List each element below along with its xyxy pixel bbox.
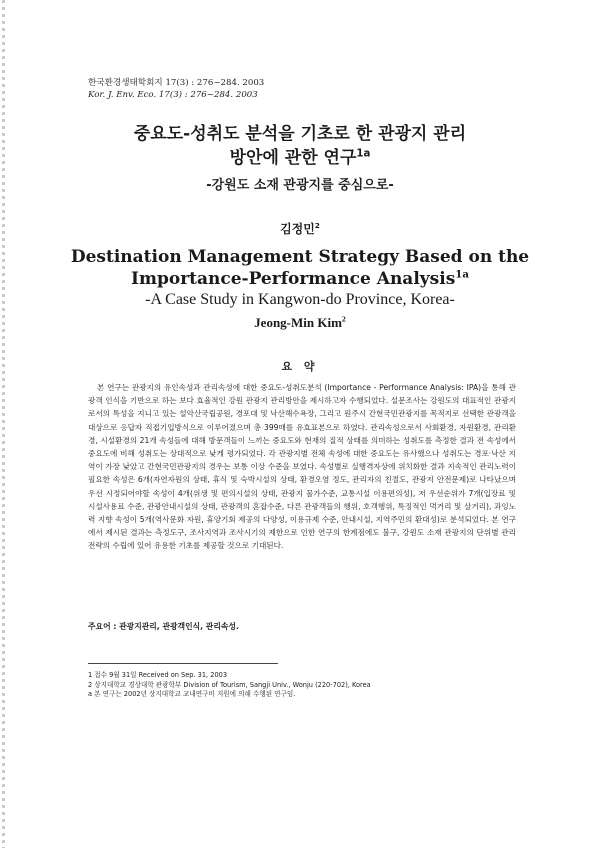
footnote-funding: a 본 연구는 2002년 상지대학교 교내연구비 지원에 의해 수행된 연구임. [88, 690, 296, 699]
footnote-divider [88, 663, 278, 664]
abstract-heading: 요 약 [281, 360, 319, 373]
keywords: 주요어 : 관광지관리, 관광객인식, 관리속성. [88, 622, 239, 631]
journal-citation-english: Kor. J. Env. Eco. 17(3) : 276~284. 2003 [88, 90, 258, 100]
english-title-line2 [0, 268, 600, 290]
korean-title-line2 [0, 146, 600, 170]
korean-author-name: 김정민 [280, 222, 315, 236]
korean-author-footnote-mark: 2 [314, 221, 320, 230]
korean-title [0, 122, 600, 170]
journal-citation-korean: 한국환경생태학회지 17(3) : 276~284. 2003 [88, 78, 265, 88]
korean-title-line2-text: 방안에 관한 연구 [229, 148, 357, 168]
korean-title-footnote-mark: 1a [356, 148, 371, 160]
english-author-footnote-mark: 2 [341, 314, 346, 324]
english-author [0, 315, 600, 331]
english-subtitle: -A Case Study in Kangwon-do Province, Korea- [145, 291, 455, 308]
footnote-received: 1 접수 9월 31일 Received on Sep. 31, 2003 [88, 671, 228, 679]
footnotes [88, 671, 518, 700]
english-title-line1: Destination Management Strategy Based on the [70, 247, 530, 267]
abstract-body: 본 연구는 관광지의 유인속성과 관리속성에 대한 중요도-성취도분석 (Importance - Performance Analysis: IPA)을 통해 관광객 인식을 기반으로 하는 보다 효율적인 강원 관광지 관리방안을 제시하고자 수행되었다. 설문조사는 강원도의 대표적인 관광지로서의 특성을 지니고 있는 설악산국립공원, 경포대 및 낙산해수욕장, 그리고 원주시 간현국민관광지를 목적지로 선택한 관광객을 대상으로 응답자 직접기입방식으로 이루어졌으며 총 399매를 유효표본으로 하였다. 관리속성으로서 사회환경, 자원환경, 관리환경, 시설환경의 21개 속성들에 대해 방문객들이 느끼는 중요도와 현재의 질적 상태를 의미하는 성취도를 측정한 결과 전 속성에서 중요도에 비해 성취도는 상대적으로 낮게 평가되었다. 각 관광지별 전체 속성에 대한 중요도는 유사했으나 성취도는 경포·낙산 지역이 가장 낮았고 간현국민관광지의 경우는 보통 이상 수준을 보였다. 속성별로 실행격자상에 위치화한 결과 지속적인 관리노력이 필요한 속성은 6개(자연자원의 상태, 휴식 및 숙박시설의 상태, 환경오염 정도, 관리자의 친절도, 관광지 안전문제)로 나타났으며 우선 시정되어야할 속성이 4개(위생 및 편의시설의 상태, 관광지 물가수준, 교통시설 이용편의성), 저 우선순위가 7개(입장료 및 시설사용료 수준, 관광안내시설의 상태, 관광객의 혼잡수준, 다른 관광객들의 행위, 호객행위, 특징적인 먹거리 및 살거리), 과잉노력 지향 속성이 5개(역사문화 자원, 휴양기회 제공의 다양성, 이용규제 수준, 안내시설, 지역주민의 환대성)로 분석되었다. 본 연구에서 제시된 결과는 측정도구, 조사지역과 조사시기의 제한으로 인한 연구의 한계점에도 불구, 강원도 소재 관광지의 단위별 관리전략의 수립에 있어 유용한 기초를 제공할 것으로 기대된다. [88, 383, 516, 551]
english-title-footnote-mark: 1a [455, 268, 469, 281]
korean-subtitle: -강원도 소재 관광지를 중심으로- [206, 178, 394, 193]
footnote-affiliation: 2 상지대학교 경상대학 관광학부 Division of Tourism, Sangji Univ., Wonju (220-702), Korea [88, 680, 371, 689]
english-author-name: Jeong-Min Kim [254, 315, 342, 330]
korean-title-line1: 중요도-성취도 분석을 기초로 한 관광지 관리 [133, 124, 467, 144]
english-title [0, 246, 600, 290]
english-title-line2-text: Importance-Performance Analysis [131, 269, 456, 289]
korean-author [0, 220, 600, 237]
journal-citation [88, 77, 264, 101]
